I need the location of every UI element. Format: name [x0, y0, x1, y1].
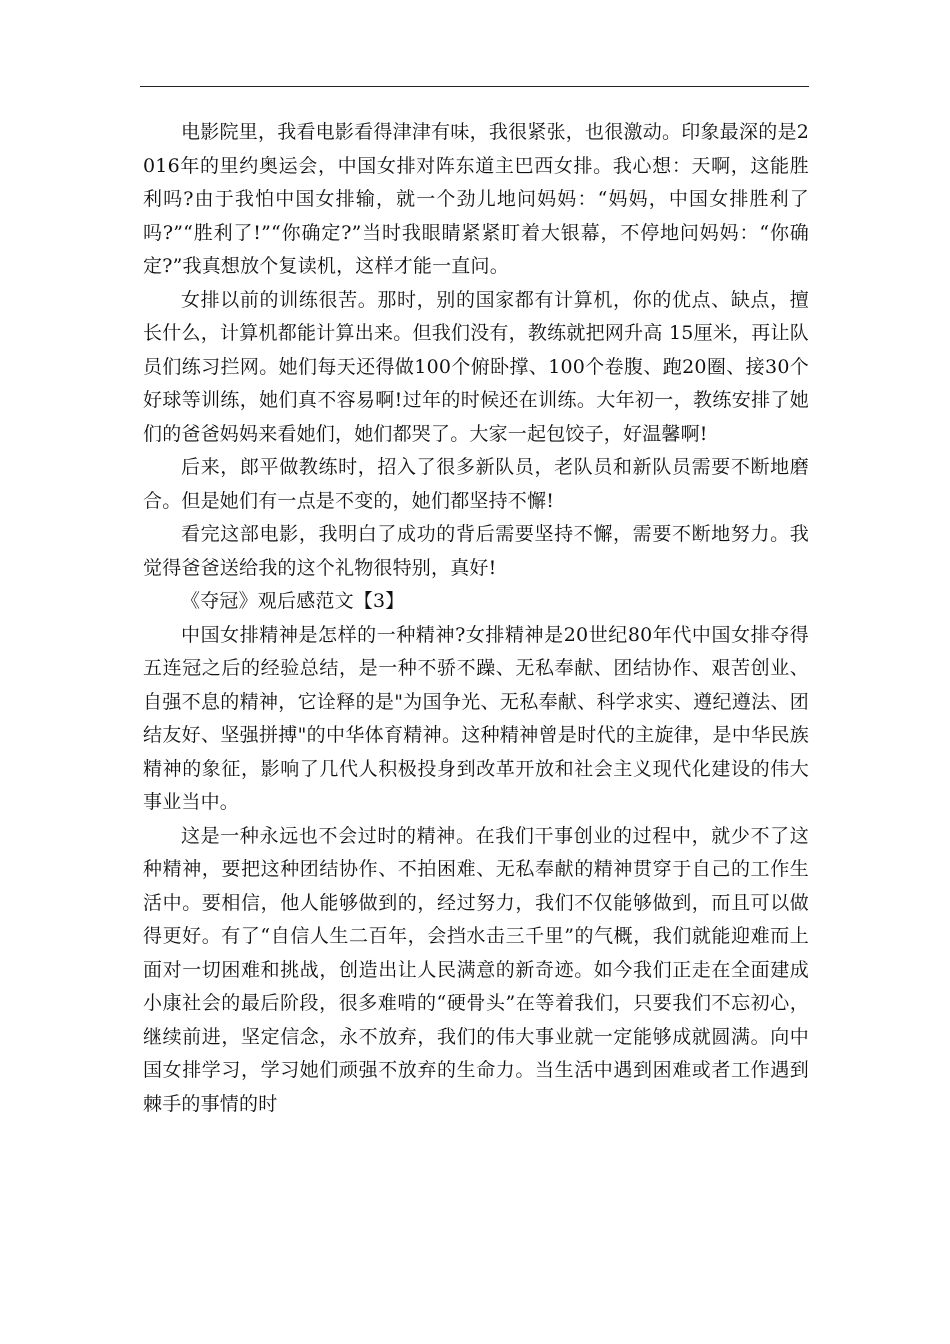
paragraph-timeless: 这是一种永远也不会过时的精神。在我们干事创业的过程中，就少不了这种精神，要把这种团结协作、不拍困难、无私奉献的精神贯穿于自己的工作生活中。要相信，他人能够做到的，经过努力，我们不仅能够做到，而且可以做得更好。有了“自信人生二百年，会挡水击三千里”的气概，我们就能迎难而上面对一切困难和挑战，创造出让人民满意的新奇迹。如今我们正走在全面建成小康社会的最后阶段，很多难啃的“硬骨头”在等着我们，只要我们不忘初心，继续前进，坚定信念，永不放弃，我们的伟大事业就一定能够成就圆满。向中国女排学习，学习她们顽强不放弃的生命力。当生活中遇到困难或者工作遇到棘手的事情的时 [143, 824, 809, 1115]
paragraph-conclusion: 看完这部电影，我明白了成功的背后需要坚持不懈，需要不断地努力。我觉得爸爸送给我的这个礼物很特别，真好! [143, 523, 809, 579]
paragraph-lang-ping: 后来，郎平做教练时，招入了很多新队员，老队员和新队员需要不断地磨合。但是她们有一点是不变的，她们都坚持不懈! [143, 456, 809, 512]
paragraph-training: 女排以前的训练很苦。那时，别的国家都有计算机，你的优点、缺点，擅长什么，计算机都能计算出来。但我们没有，教练就把网升高 15厘米，再让队员们练习拦网。她们每天还得做100个俯卧撑、100个卷腹、跑20圈、接30个好球等训练，她们真不容易啊!过年的时候还在训练。大年初一，教练安排了她们的爸爸妈妈来看她们，她们都哭了。大家一起包饺子，好温馨啊! [143, 288, 809, 445]
paragraph-spirit: 中国女排精神是怎样的一种精神?女排精神是20世纪80年代中国女排夺得五连冠之后的经验总结，是一种不骄不躁、无私奉献、团结协作、艰苦创业、自强不息的精神，它诠释的是"为国争光、无私奉献、科学求实、遵纪遵法、团结友好、坚强拼搏"的中华体育精神。这种精神曾是时代的主旋律，是中华民族精神的象征，影响了几代人积极投身到改革开放和社会主义现代化建设的伟大事业当中。 [143, 623, 809, 813]
paragraph-cinema: 电影院里，我看电影看得津津有味，我很紧张，也很激动。印象最深的是2016年的里约奥运会，中国女排对阵东道主巴西女排。我心想：天啊，这能胜利吗?由于我怕中国女排输，就一个劲儿地问妈妈：“妈妈，中国女排胜利了吗?”“胜利了!”“你确定?”当时我眼睛紧紧盯着大银幕，不停地问妈妈：“你确定?”我真想放个复读机，这样才能一直问。 [143, 121, 809, 277]
section-heading: 《夺冠》观后感范文【3】 [181, 590, 405, 612]
document-body [143, 116, 809, 1121]
header-rule [140, 86, 809, 87]
